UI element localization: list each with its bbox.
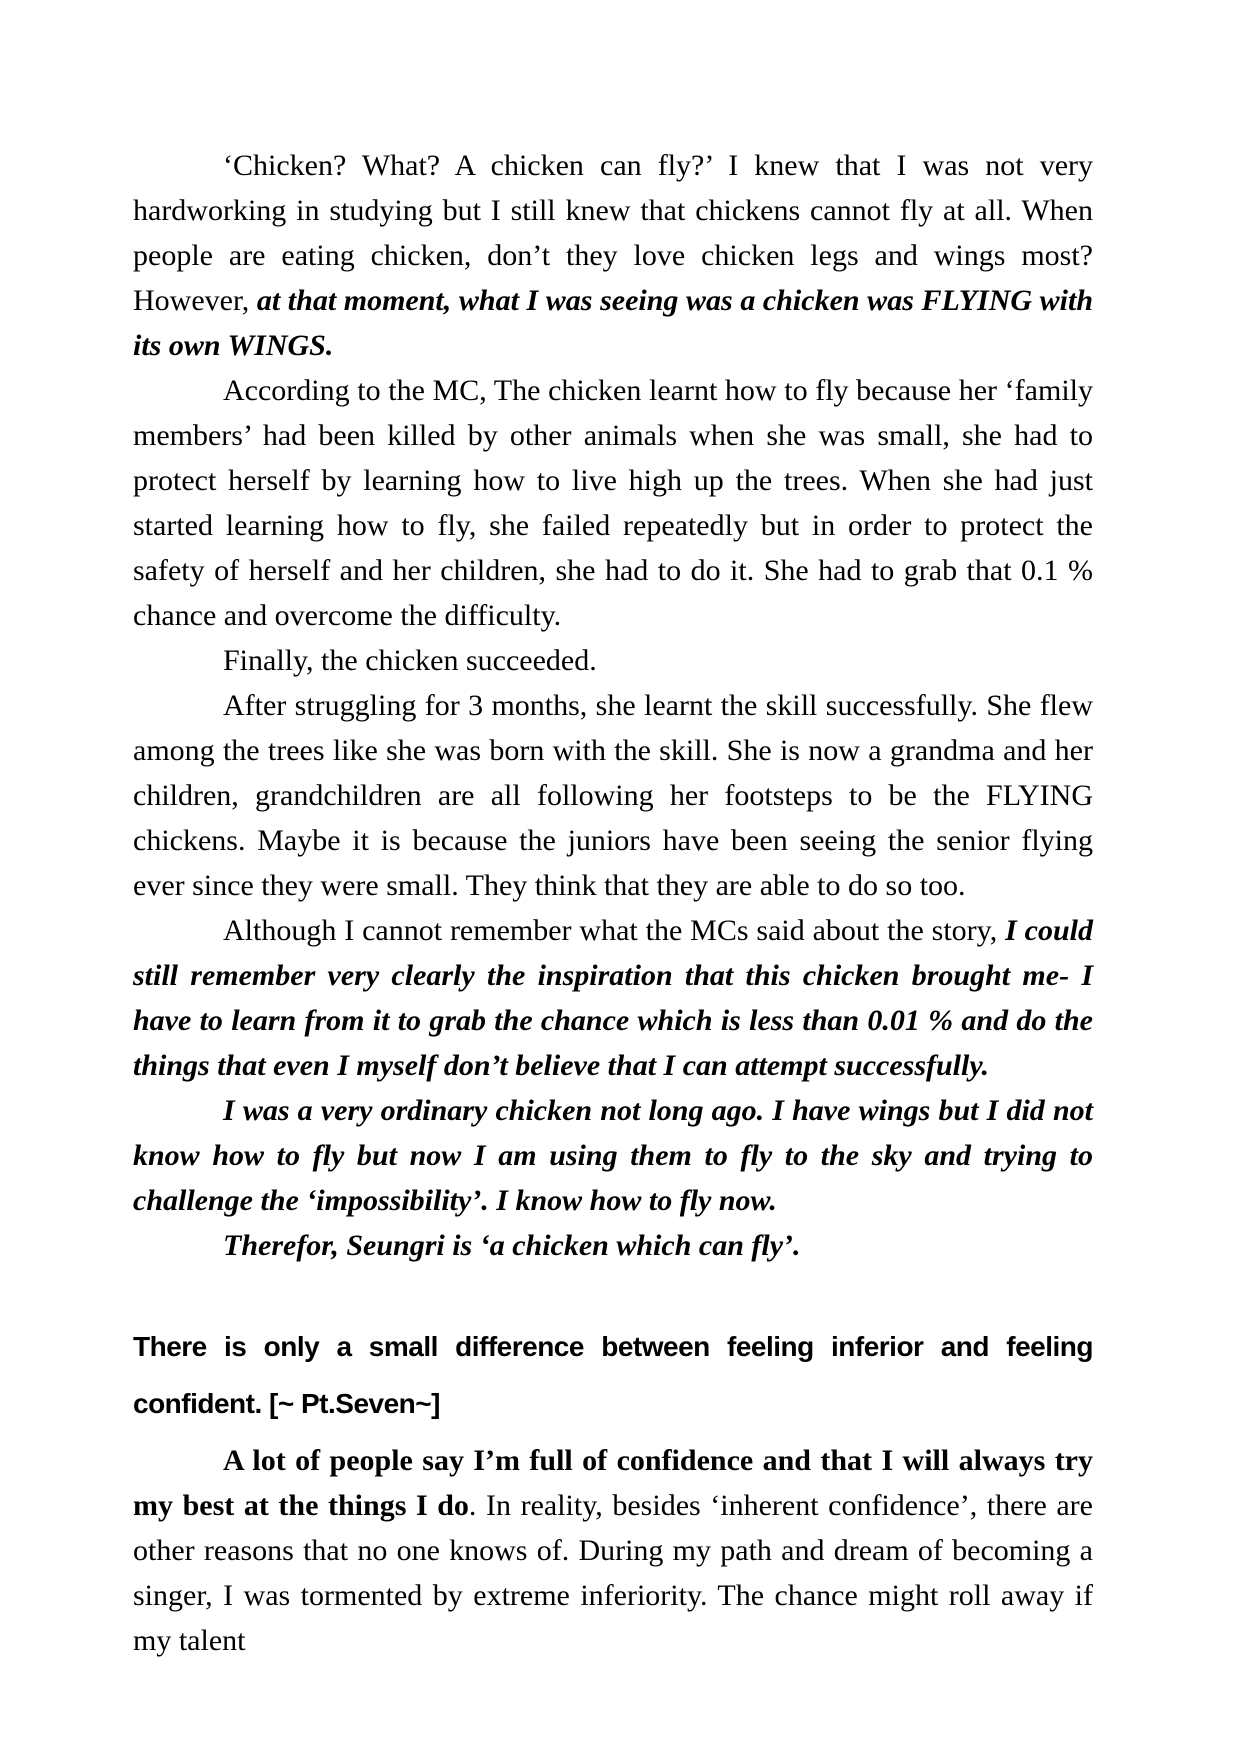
emphasis-text-run: I was a very ordinary chicken not long ago. I have wings but I did not know how to fly but now I am using them to fly to the sky and trying to challenge the ‘impossibility’. I know how to fly now.: [133, 1094, 1093, 1217]
paragraph: [133, 1438, 1093, 1663]
paragraph: [133, 1223, 1093, 1268]
paragraph: [133, 143, 1093, 368]
text-run: ‘Chicken? What? A chicken can fly?’ I knew that I was not very hardworking in studying but I still knew that chickens cannot fly at all. When people are eating chicken, don’t they love chicken legs and wings most? However,: [133, 149, 1093, 317]
emphasis-text-run: Therefor, Seungri is ‘a chicken which can fly’.: [223, 1229, 801, 1262]
bold-text-run: A lot of people say I’m full of confidence and that I will always try my best at the things I do: [133, 1444, 1093, 1522]
paragraph: [133, 1088, 1093, 1223]
paragraph: [133, 638, 1093, 683]
text-run: . In reality, besides ‘inherent confidence’, there are other reasons that no one knows of. During my path and dream of becoming a singer, I was tormented by extreme inferiority. The chance might roll away if my talent: [133, 1489, 1093, 1657]
text-run: Although I cannot remember what the MCs said about the story,: [223, 914, 1006, 947]
emphasis-text-run: I could still remember very clearly the inspiration that this chicken brought me- I have to learn from it to grab the chance which is less than 0.01 % and do the things that even I myself don’t believe that I can attempt successfully.: [133, 914, 1094, 1082]
text-run: Finally, the chicken succeeded.: [223, 644, 597, 677]
text-run: After struggling for 3 months, she learnt the skill successfully. She flew among the trees like she was born with the skill. She is now a grandma and her children, grandchildren are all following her footsteps to be the FLYING chickens. Maybe it is because the juniors have been seeing the senior flying ever since they were small. They think that they are able to do so too.: [133, 689, 1093, 902]
paragraph: [133, 908, 1093, 1088]
emphasis-text-run: at that moment, what I was seeing was a chicken was FLYING with its own WINGS.: [133, 284, 1094, 362]
paragraph: [133, 368, 1093, 638]
section-heading: There is only a small difference between feeling inferior and feeling confident. [~ Pt.Seven~]: [133, 1331, 1093, 1419]
text-run: According to the MC, The chicken learnt how to fly because her ‘family members’ had been killed by other animals when she was small, she had to protect herself by learning how to live high up the trees. When she had just started learning how to fly, she failed repeatedly but in order to protect the safety of herself and her children, she had to do it. She had to grab that 0.1 % chance and overcome the difficulty.: [133, 374, 1093, 632]
paragraph: [133, 683, 1093, 908]
